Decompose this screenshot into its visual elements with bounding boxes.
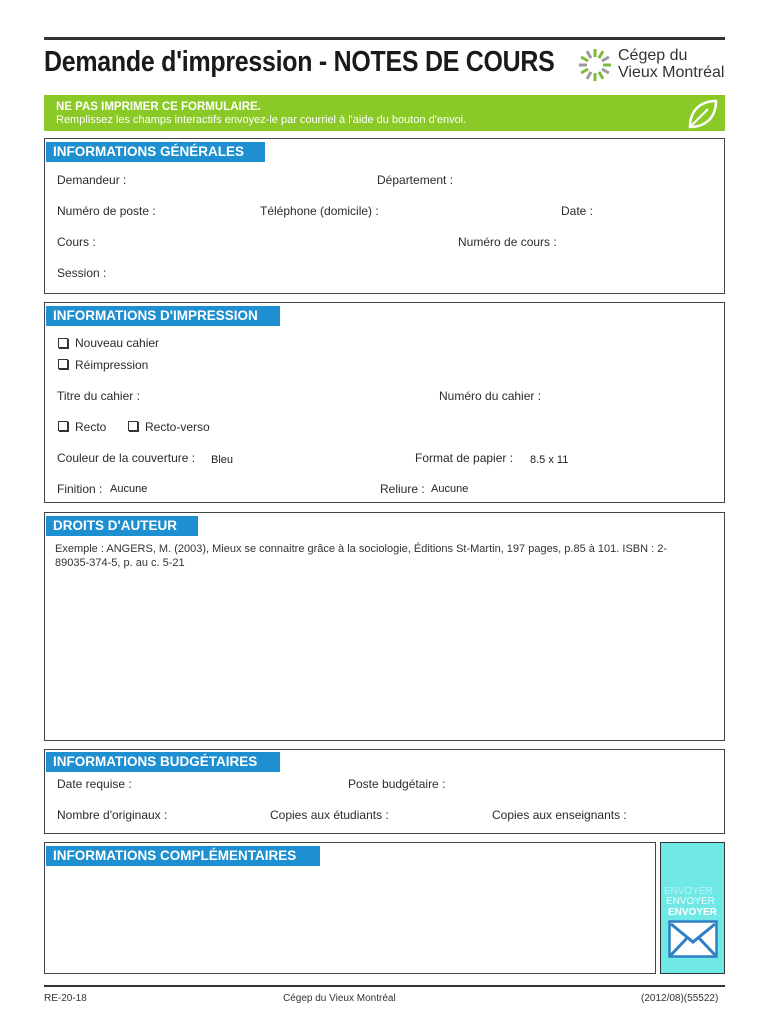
finition-select[interactable]: Aucune xyxy=(110,483,148,495)
printing-info-heading: INFORMATIONS D'IMPRESSION xyxy=(46,306,280,326)
format-select[interactable]: 8.5 x 11 xyxy=(530,454,569,466)
cours-label: Cours : xyxy=(57,235,96,249)
college-name xyxy=(618,47,724,81)
logo-line-2: Vieux Montréal xyxy=(618,64,725,81)
send-ghost-label: ENVOYER xyxy=(664,886,713,897)
titre-cahier-label: Titre du cahier : xyxy=(57,389,140,403)
banner-warning: NE PAS IMPRIMER CE FORMULAIRE. xyxy=(56,101,261,113)
reimpression-label: Réimpression xyxy=(75,358,149,372)
recto-verso-label: Recto-verso xyxy=(145,420,210,434)
form-version: (2012/08)(55522) xyxy=(641,993,719,1004)
banner-instruction: Remplissez les champs interactifs envoyez-le par courriel à l'aide du bouton d'envoi. xyxy=(56,114,467,126)
complementary-heading: INFORMATIONS COMPLÉMENTAIRES xyxy=(46,846,320,866)
form-code: RE-20-18 xyxy=(44,993,87,1004)
recto-verso-checkbox[interactable] xyxy=(128,421,138,431)
session-label: Session : xyxy=(57,266,107,280)
reliure-select[interactable]: Aucune xyxy=(431,483,469,495)
poste-label: Numéro de poste : xyxy=(57,204,156,218)
telephone-label: Téléphone (domicile) : xyxy=(260,204,379,218)
poste-budgetaire-label: Poste budgétaire : xyxy=(348,777,446,791)
logo-line-1: Cégep du xyxy=(618,47,688,64)
date-requise-label: Date requise : xyxy=(57,777,132,791)
finition-label: Finition : xyxy=(57,482,103,496)
send-label-light: ENVOYER xyxy=(666,896,715,907)
copyright-example: Exemple : ANGERS, M. (2003), Mieux se connaitre grâce à la sociologie, Éditions St-Martin, 197 pages, p.85 à 101. ISBN : 2-89035-374-5, p. au c. 5-21 xyxy=(55,543,668,569)
copies-etudiants-label: Copies aux étudiants : xyxy=(270,808,389,822)
date-label: Date : xyxy=(561,204,594,218)
printing-info-section xyxy=(44,302,725,503)
demandeur-label: Demandeur : xyxy=(57,173,127,187)
general-info-heading: INFORMATIONS GÉNÉRALES xyxy=(46,142,265,162)
budget-heading: INFORMATIONS BUDGÉTAIRES xyxy=(46,752,280,772)
couleur-label: Couleur de la couverture : xyxy=(57,451,196,465)
reliure-label: Reliure : xyxy=(380,482,425,496)
couleur-select[interactable]: Bleu xyxy=(211,454,234,466)
send-label: ENVOYER xyxy=(668,907,717,918)
footer-rule xyxy=(44,985,725,987)
reimpression-checkbox[interactable] xyxy=(58,359,68,369)
title-rule xyxy=(44,37,725,40)
page-title: Demande d'impression - NOTES DE COURS xyxy=(44,46,555,78)
originaux-label: Nombre d'originaux : xyxy=(57,808,168,822)
copies-enseignants-label: Copies aux enseignants : xyxy=(492,808,627,822)
envelope-icon[interactable] xyxy=(668,920,718,958)
copyright-heading: DROITS D'AUTEUR xyxy=(46,516,198,536)
nouveau-cahier-checkbox[interactable] xyxy=(58,338,68,348)
nouveau-cahier-label: Nouveau cahier xyxy=(75,336,160,350)
departement-label: Département : xyxy=(377,173,454,187)
recto-checkbox[interactable] xyxy=(58,421,68,431)
recto-label: Recto xyxy=(75,420,107,434)
numero-cahier-label: Numéro du cahier : xyxy=(439,389,542,403)
footer-college: Cégep du Vieux Montréal xyxy=(283,993,396,1004)
leaf-icon xyxy=(682,95,722,131)
format-label: Format de papier : xyxy=(415,451,514,465)
numero-cours-label: Numéro de cours : xyxy=(458,235,557,249)
